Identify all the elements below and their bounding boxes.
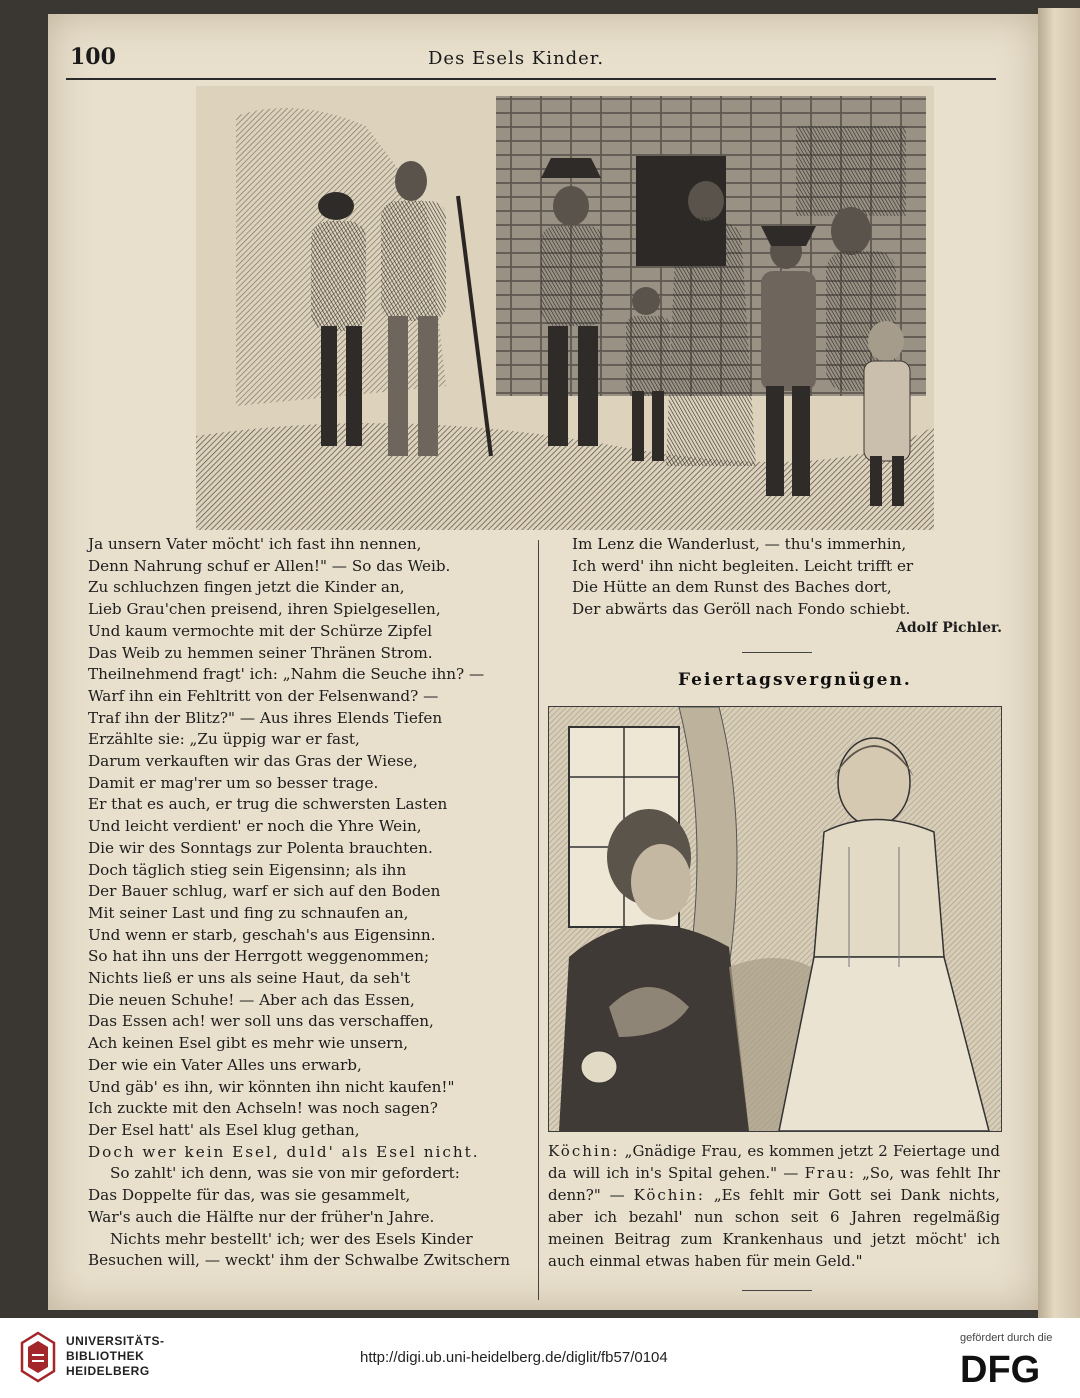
verse-line: Ja unsern Vater möcht' ich fast ihn nennen,: [88, 535, 422, 553]
institution-name[interactable]: [66, 1334, 165, 1379]
caption-text: „So, was fehlt Ihr denn?" —: [548, 1164, 1000, 1204]
verse-line: Ach keinen Esel gibt es mehr wie unsern,: [88, 1034, 409, 1053]
verse-line: Der wie ein Vater Alles uns erwarb,: [88, 1055, 362, 1074]
poem-left-column: [88, 534, 528, 1272]
dfg-logo[interactable]: [960, 1348, 1060, 1388]
verse-line: Er that es auch, er trug die schwersten Lasten: [88, 795, 448, 814]
verse-line: Zu schluchzen fingen jetzt die Kinder an,: [88, 578, 405, 597]
verse-line: Das Doppelte für das, was sie gesammelt,: [88, 1186, 411, 1205]
section-title: Feiertagsvergnügen.: [678, 670, 912, 690]
verse-line: Ich werd' ihn nicht begleiten. Leicht trifft er: [572, 556, 914, 575]
top-illustration: [196, 86, 934, 530]
poem-right-column: [572, 534, 992, 621]
verse-line: Lieb Grau'chen preisend, ihren Spielgesellen,: [88, 600, 441, 619]
verse-line: Nichts ließ er uns als seine Haut, da seh't: [88, 969, 411, 988]
verse-line: Die Hütte an dem Runst des Baches dort,: [572, 578, 892, 597]
verse-line: Besuchen will, — weckt' ihm der Schwalbe Zwitschern: [88, 1251, 511, 1270]
viewer-footer: [0, 1318, 1080, 1398]
verse-line: Doch wer kein Esel, duld' als Esel nicht.: [88, 1142, 480, 1161]
page-edge: [1038, 8, 1080, 1318]
verse-line: So hat ihn uns der Herrgott weggenommen;: [88, 947, 430, 966]
institution-line: HEIDELBERG: [66, 1364, 150, 1378]
poem-author: Adolf Pichler.: [896, 620, 1002, 636]
verse-line: Das Weib zu hemmen seiner Thränen Strom.: [88, 643, 433, 662]
verse-line: Und kaum vermochte mit der Schürze Zipfel: [88, 621, 433, 640]
verse-line: Und wenn er starb, geschah's aus Eigensinn.: [88, 925, 436, 944]
verse-line: Und leicht verdient' er noch die Yhre Wein,: [88, 817, 422, 836]
journal-page: [48, 14, 1038, 1310]
institution-line: BIBLIOTHEK: [66, 1349, 145, 1363]
permalink-url[interactable]: http://digi.ub.uni-heidelberg.de/diglit/fb57/0104: [360, 1349, 668, 1366]
caption-text: „Gnädige Frau, es kommen jetzt 2 Feiertage und da will ich in's Spital gehen." —: [548, 1142, 1000, 1182]
section-divider: [742, 652, 812, 653]
running-title: Des Esels Kinder.: [428, 48, 605, 69]
caption-speaker: Köchin:: [633, 1186, 705, 1204]
verse-line: Doch täglich stieg sein Eigensinn; als ihn: [88, 860, 407, 879]
verse-line: Darum verkauften wir das Gras der Wiese,: [88, 752, 418, 771]
verse-line: Das Essen ach! wer soll uns das verschaffen,: [88, 1012, 434, 1031]
caption-speaker: Frau:: [804, 1164, 856, 1182]
university-seal-icon: [20, 1331, 56, 1383]
verse-line: Mit seiner Last und fing zu schnaufen an,: [88, 903, 409, 922]
bottom-illustration: [548, 706, 1002, 1132]
page-number: 100: [70, 44, 116, 70]
verse-line: Im Lenz die Wanderlust, — thu's immerhin,: [572, 535, 907, 553]
verse-line: Nichts mehr bestellt' ich; wer des Esels Kinder: [110, 1229, 473, 1248]
verse-line: So zahlt' ich denn, was sie von mir gefordert:: [110, 1164, 460, 1183]
dfg-logo-text: DFG: [960, 1349, 1041, 1388]
verse-line: Ich zuckte mit den Achseln! was noch sagen?: [88, 1099, 438, 1118]
institution-line: UNIVERSITÄTS-: [66, 1334, 165, 1348]
alpine-village-scene-engraving: [196, 86, 934, 530]
verse-line: Theilnehmend fragt' ich: „Nahm die Seuche ihn? —: [88, 665, 485, 684]
verse-line: Denn Nahrung schuf er Allen!" — So das Weib.: [88, 556, 451, 575]
verse-line: Die neuen Schuhe! — Aber ach das Essen,: [88, 990, 415, 1009]
verse-line: Traf ihn der Blitz?" — Aus ihres Elends Tiefen: [88, 708, 443, 727]
verse-line: Der abwärts das Geröll nach Fondo schiebt.: [572, 600, 911, 619]
verse-line: Der Bauer schlug, warf er sich auf den Boden: [88, 882, 441, 901]
caption-text: „Es fehlt mir Gott sei Dank nichts, aber ich bezahl' nun schon seit 6 Jahren regelmäßig meinen Beitrag zum Krankenhaus und jetzt möcht' ich auch einmal etwas haben für mein Geld.": [548, 1186, 1001, 1270]
caption-speaker: Köchin:: [548, 1142, 620, 1160]
end-divider: [742, 1290, 812, 1291]
verse-line: Erzählte sie: „Zu üppig war er fast,: [88, 730, 360, 749]
illustration-caption: [548, 1140, 1000, 1272]
header-rule: [66, 78, 996, 80]
verse-line: Und gäb' es ihn, wir könnten ihn nicht kaufen!": [88, 1077, 455, 1096]
verse-line: War's auch die Hälfte nur der früher'n Jahre.: [88, 1207, 435, 1226]
verse-line: Der Esel hatt' als Esel klug gethan,: [88, 1120, 360, 1139]
cook-and-lady-engraving: [549, 707, 1001, 1131]
verse-line: Die wir des Sonntags zur Polenta brauchten.: [88, 838, 433, 857]
verse-line: Warf ihn ein Fehltritt von der Felsenwand? —: [88, 686, 439, 705]
funded-by-label: gefördert durch die: [960, 1332, 1053, 1344]
column-rule: [538, 540, 539, 1300]
verse-line: Damit er mag'rer um so besser trage.: [88, 773, 379, 792]
